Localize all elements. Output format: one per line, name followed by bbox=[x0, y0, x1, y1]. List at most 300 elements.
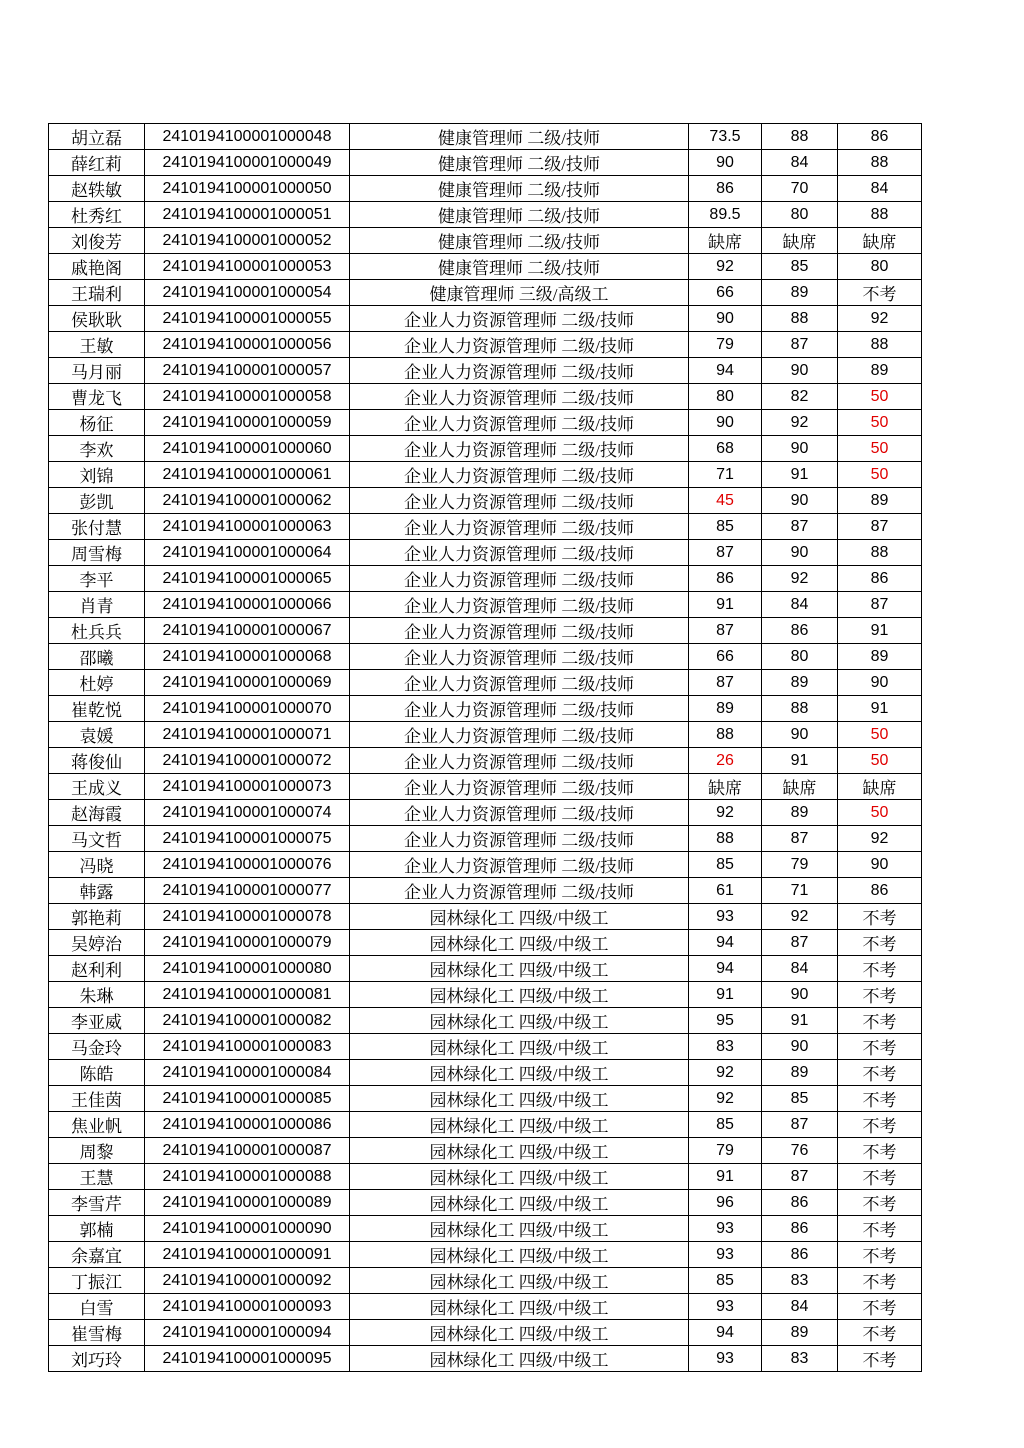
table-row bbox=[49, 618, 922, 644]
job-cell: 企业人力资源管理师 二级/技师 bbox=[350, 696, 689, 722]
table-row bbox=[49, 696, 922, 722]
id-cell: 2410194100001000082 bbox=[145, 1008, 350, 1034]
score-2-cell: 76 bbox=[762, 1138, 838, 1164]
score-1-cell: 85 bbox=[689, 1112, 762, 1138]
score-2-cell: 87 bbox=[762, 930, 838, 956]
score-3-cell: 不考 bbox=[838, 280, 922, 306]
score-3-cell: 50 bbox=[838, 436, 922, 462]
id-cell: 2410194100001000085 bbox=[145, 1086, 350, 1112]
id-cell: 2410194100001000087 bbox=[145, 1138, 350, 1164]
table-row bbox=[49, 1294, 922, 1320]
id-cell: 2410194100001000095 bbox=[145, 1346, 350, 1372]
score-1-cell: 66 bbox=[689, 644, 762, 670]
name-cell: 王佳茵 bbox=[49, 1086, 145, 1112]
id-cell: 2410194100001000073 bbox=[145, 774, 350, 800]
name-cell: 崔雪梅 bbox=[49, 1320, 145, 1346]
id-cell: 2410194100001000079 bbox=[145, 930, 350, 956]
score-3-cell: 不考 bbox=[838, 956, 922, 982]
id-cell: 2410194100001000069 bbox=[145, 670, 350, 696]
score-3-cell: 不考 bbox=[838, 1008, 922, 1034]
job-cell: 园林绿化工 四级/中级工 bbox=[350, 956, 689, 982]
name-cell: 冯晓 bbox=[49, 852, 145, 878]
score-2-cell: 82 bbox=[762, 384, 838, 410]
id-cell: 2410194100001000065 bbox=[145, 566, 350, 592]
score-1-cell: 90 bbox=[689, 150, 762, 176]
score-1-cell: 66 bbox=[689, 280, 762, 306]
name-cell: 肖青 bbox=[49, 592, 145, 618]
score-3-cell: 88 bbox=[838, 150, 922, 176]
name-cell: 陈皓 bbox=[49, 1060, 145, 1086]
job-cell: 园林绿化工 四级/中级工 bbox=[350, 1008, 689, 1034]
job-cell: 健康管理师 二级/技师 bbox=[350, 228, 689, 254]
score-1-cell: 73.5 bbox=[689, 124, 762, 150]
score-2-cell: 83 bbox=[762, 1268, 838, 1294]
score-1-cell: 94 bbox=[689, 358, 762, 384]
table-row bbox=[49, 332, 922, 358]
score-2-cell: 92 bbox=[762, 410, 838, 436]
score-3-cell: 89 bbox=[838, 644, 922, 670]
job-cell: 园林绿化工 四级/中级工 bbox=[350, 1216, 689, 1242]
score-3-cell: 不考 bbox=[838, 1086, 922, 1112]
name-cell: 袁媛 bbox=[49, 722, 145, 748]
score-1-cell: 85 bbox=[689, 852, 762, 878]
score-3-cell: 不考 bbox=[838, 1346, 922, 1372]
score-1-cell: 85 bbox=[689, 1268, 762, 1294]
id-cell: 2410194100001000075 bbox=[145, 826, 350, 852]
job-cell: 企业人力资源管理师 二级/技师 bbox=[350, 618, 689, 644]
score-1-cell: 88 bbox=[689, 722, 762, 748]
score-3-cell: 86 bbox=[838, 566, 922, 592]
id-cell: 2410194100001000086 bbox=[145, 1112, 350, 1138]
score-3-cell: 50 bbox=[838, 748, 922, 774]
score-1-cell: 93 bbox=[689, 904, 762, 930]
job-cell: 园林绿化工 四级/中级工 bbox=[350, 1164, 689, 1190]
score-2-cell: 85 bbox=[762, 1086, 838, 1112]
score-1-cell: 92 bbox=[689, 800, 762, 826]
name-cell: 周黎 bbox=[49, 1138, 145, 1164]
id-cell: 2410194100001000094 bbox=[145, 1320, 350, 1346]
id-cell: 2410194100001000093 bbox=[145, 1294, 350, 1320]
id-cell: 2410194100001000055 bbox=[145, 306, 350, 332]
id-cell: 2410194100001000084 bbox=[145, 1060, 350, 1086]
score-1-cell: 89 bbox=[689, 696, 762, 722]
score-1-cell: 86 bbox=[689, 566, 762, 592]
job-cell: 园林绿化工 四级/中级工 bbox=[350, 1060, 689, 1086]
score-1-cell: 缺席 bbox=[689, 774, 762, 800]
job-cell: 企业人力资源管理师 二级/技师 bbox=[350, 332, 689, 358]
score-2-cell: 88 bbox=[762, 306, 838, 332]
job-cell: 企业人力资源管理师 二级/技师 bbox=[350, 410, 689, 436]
score-3-cell: 88 bbox=[838, 540, 922, 566]
score-1-cell: 93 bbox=[689, 1294, 762, 1320]
id-cell: 2410194100001000067 bbox=[145, 618, 350, 644]
table-row bbox=[49, 852, 922, 878]
id-cell: 2410194100001000054 bbox=[145, 280, 350, 306]
job-cell: 健康管理师 二级/技师 bbox=[350, 254, 689, 280]
score-1-cell: 96 bbox=[689, 1190, 762, 1216]
id-cell: 2410194100001000081 bbox=[145, 982, 350, 1008]
name-cell: 刘俊芳 bbox=[49, 228, 145, 254]
job-cell: 企业人力资源管理师 二级/技师 bbox=[350, 748, 689, 774]
table-row bbox=[49, 202, 922, 228]
score-2-cell: 89 bbox=[762, 800, 838, 826]
table-row bbox=[49, 1346, 922, 1372]
table-row bbox=[49, 176, 922, 202]
id-cell: 2410194100001000056 bbox=[145, 332, 350, 358]
name-cell: 侯耿耿 bbox=[49, 306, 145, 332]
score-3-cell: 不考 bbox=[838, 1242, 922, 1268]
name-cell: 胡立磊 bbox=[49, 124, 145, 150]
job-cell: 园林绿化工 四级/中级工 bbox=[350, 930, 689, 956]
score-2-cell: 83 bbox=[762, 1346, 838, 1372]
score-2-cell: 79 bbox=[762, 852, 838, 878]
score-3-cell: 91 bbox=[838, 618, 922, 644]
table-row bbox=[49, 956, 922, 982]
id-cell: 2410194100001000064 bbox=[145, 540, 350, 566]
id-cell: 2410194100001000083 bbox=[145, 1034, 350, 1060]
id-cell: 2410194100001000090 bbox=[145, 1216, 350, 1242]
score-3-cell: 不考 bbox=[838, 1112, 922, 1138]
job-cell: 企业人力资源管理师 二级/技师 bbox=[350, 800, 689, 826]
score-1-cell: 85 bbox=[689, 514, 762, 540]
score-3-cell: 92 bbox=[838, 306, 922, 332]
name-cell: 彭凯 bbox=[49, 488, 145, 514]
name-cell: 杜婷 bbox=[49, 670, 145, 696]
score-3-cell: 不考 bbox=[838, 1060, 922, 1086]
table-row bbox=[49, 150, 922, 176]
score-2-cell: 90 bbox=[762, 488, 838, 514]
score-1-cell: 26 bbox=[689, 748, 762, 774]
score-2-cell: 90 bbox=[762, 722, 838, 748]
job-cell: 企业人力资源管理师 二级/技师 bbox=[350, 878, 689, 904]
score-2-cell: 87 bbox=[762, 1112, 838, 1138]
job-cell: 企业人力资源管理师 二级/技师 bbox=[350, 436, 689, 462]
score-1-cell: 87 bbox=[689, 618, 762, 644]
score-1-cell: 94 bbox=[689, 956, 762, 982]
table-row bbox=[49, 1008, 922, 1034]
score-2-cell: 89 bbox=[762, 1320, 838, 1346]
name-cell: 朱琳 bbox=[49, 982, 145, 1008]
score-2-cell: 80 bbox=[762, 202, 838, 228]
table-row bbox=[49, 1268, 922, 1294]
score-3-cell: 88 bbox=[838, 332, 922, 358]
name-cell: 杨征 bbox=[49, 410, 145, 436]
score-3-cell: 86 bbox=[838, 878, 922, 904]
score-2-cell: 89 bbox=[762, 670, 838, 696]
job-cell: 健康管理师 二级/技师 bbox=[350, 202, 689, 228]
score-1-cell: 92 bbox=[689, 1060, 762, 1086]
id-cell: 2410194100001000088 bbox=[145, 1164, 350, 1190]
id-cell: 2410194100001000048 bbox=[145, 124, 350, 150]
score-1-cell: 91 bbox=[689, 592, 762, 618]
job-cell: 企业人力资源管理师 二级/技师 bbox=[350, 670, 689, 696]
score-3-cell: 不考 bbox=[838, 982, 922, 1008]
score-1-cell: 90 bbox=[689, 306, 762, 332]
score-1-cell: 68 bbox=[689, 436, 762, 462]
score-2-cell: 90 bbox=[762, 982, 838, 1008]
table-row bbox=[49, 644, 922, 670]
table-row bbox=[49, 1320, 922, 1346]
score-3-cell: 92 bbox=[838, 826, 922, 852]
score-3-cell: 88 bbox=[838, 202, 922, 228]
name-cell: 丁振江 bbox=[49, 1268, 145, 1294]
name-cell: 赵轶敏 bbox=[49, 176, 145, 202]
score-2-cell: 86 bbox=[762, 618, 838, 644]
name-cell: 王瑞利 bbox=[49, 280, 145, 306]
score-2-cell: 90 bbox=[762, 540, 838, 566]
score-3-cell: 50 bbox=[838, 800, 922, 826]
table-row bbox=[49, 358, 922, 384]
score-3-cell: 84 bbox=[838, 176, 922, 202]
score-3-cell: 不考 bbox=[838, 1268, 922, 1294]
score-1-cell: 93 bbox=[689, 1216, 762, 1242]
job-cell: 园林绿化工 四级/中级工 bbox=[350, 1138, 689, 1164]
table-row bbox=[49, 124, 922, 150]
score-2-cell: 80 bbox=[762, 644, 838, 670]
name-cell: 邵曦 bbox=[49, 644, 145, 670]
table-row bbox=[49, 982, 922, 1008]
score-1-cell: 94 bbox=[689, 1320, 762, 1346]
table-row bbox=[49, 592, 922, 618]
score-1-cell: 90 bbox=[689, 410, 762, 436]
name-cell: 马金玲 bbox=[49, 1034, 145, 1060]
job-cell: 园林绿化工 四级/中级工 bbox=[350, 982, 689, 1008]
score-3-cell: 89 bbox=[838, 358, 922, 384]
id-cell: 2410194100001000068 bbox=[145, 644, 350, 670]
score-3-cell: 不考 bbox=[838, 1190, 922, 1216]
name-cell: 韩露 bbox=[49, 878, 145, 904]
score-1-cell: 93 bbox=[689, 1346, 762, 1372]
job-cell: 园林绿化工 四级/中级工 bbox=[350, 1294, 689, 1320]
job-cell: 企业人力资源管理师 二级/技师 bbox=[350, 592, 689, 618]
score-2-cell: 90 bbox=[762, 358, 838, 384]
name-cell: 马文哲 bbox=[49, 826, 145, 852]
id-cell: 2410194100001000091 bbox=[145, 1242, 350, 1268]
table-row bbox=[49, 462, 922, 488]
table-row bbox=[49, 566, 922, 592]
score-3-cell: 不考 bbox=[838, 1294, 922, 1320]
name-cell: 李雪芹 bbox=[49, 1190, 145, 1216]
score-3-cell: 80 bbox=[838, 254, 922, 280]
name-cell: 刘巧玲 bbox=[49, 1346, 145, 1372]
table-row bbox=[49, 1112, 922, 1138]
score-2-cell: 90 bbox=[762, 436, 838, 462]
score-1-cell: 87 bbox=[689, 670, 762, 696]
table-row bbox=[49, 1242, 922, 1268]
name-cell: 曹龙飞 bbox=[49, 384, 145, 410]
table-row bbox=[49, 670, 922, 696]
table-row bbox=[49, 228, 922, 254]
name-cell: 赵利利 bbox=[49, 956, 145, 982]
score-2-cell: 90 bbox=[762, 1034, 838, 1060]
id-cell: 2410194100001000072 bbox=[145, 748, 350, 774]
table-row bbox=[49, 826, 922, 852]
score-3-cell: 不考 bbox=[838, 1164, 922, 1190]
score-2-cell: 87 bbox=[762, 332, 838, 358]
table-row bbox=[49, 514, 922, 540]
id-cell: 2410194100001000077 bbox=[145, 878, 350, 904]
id-cell: 2410194100001000059 bbox=[145, 410, 350, 436]
score-2-cell: 91 bbox=[762, 1008, 838, 1034]
score-3-cell: 50 bbox=[838, 410, 922, 436]
table-row bbox=[49, 306, 922, 332]
job-cell: 园林绿化工 四级/中级工 bbox=[350, 1268, 689, 1294]
id-cell: 2410194100001000066 bbox=[145, 592, 350, 618]
id-cell: 2410194100001000076 bbox=[145, 852, 350, 878]
score-3-cell: 91 bbox=[838, 696, 922, 722]
name-cell: 吴婷治 bbox=[49, 930, 145, 956]
score-1-cell: 83 bbox=[689, 1034, 762, 1060]
score-2-cell: 91 bbox=[762, 748, 838, 774]
name-cell: 杜秀红 bbox=[49, 202, 145, 228]
score-2-cell: 86 bbox=[762, 1190, 838, 1216]
job-cell: 企业人力资源管理师 二级/技师 bbox=[350, 306, 689, 332]
score-3-cell: 缺席 bbox=[838, 228, 922, 254]
score-2-cell: 89 bbox=[762, 280, 838, 306]
id-cell: 2410194100001000078 bbox=[145, 904, 350, 930]
table-row bbox=[49, 904, 922, 930]
score-1-cell: 92 bbox=[689, 1086, 762, 1112]
id-cell: 2410194100001000080 bbox=[145, 956, 350, 982]
table-row bbox=[49, 1216, 922, 1242]
id-cell: 2410194100001000050 bbox=[145, 176, 350, 202]
id-cell: 2410194100001000063 bbox=[145, 514, 350, 540]
job-cell: 园林绿化工 四级/中级工 bbox=[350, 904, 689, 930]
score-1-cell: 94 bbox=[689, 930, 762, 956]
job-cell: 园林绿化工 四级/中级工 bbox=[350, 1190, 689, 1216]
name-cell: 蒋俊仙 bbox=[49, 748, 145, 774]
name-cell: 赵海霞 bbox=[49, 800, 145, 826]
name-cell: 王成义 bbox=[49, 774, 145, 800]
id-cell: 2410194100001000092 bbox=[145, 1268, 350, 1294]
score-2-cell: 85 bbox=[762, 254, 838, 280]
score-1-cell: 80 bbox=[689, 384, 762, 410]
score-2-cell: 70 bbox=[762, 176, 838, 202]
score-3-cell: 50 bbox=[838, 462, 922, 488]
table-row bbox=[49, 1086, 922, 1112]
job-cell: 企业人力资源管理师 二级/技师 bbox=[350, 514, 689, 540]
id-cell: 2410194100001000061 bbox=[145, 462, 350, 488]
table-row bbox=[49, 280, 922, 306]
score-2-cell: 84 bbox=[762, 592, 838, 618]
score-3-cell: 90 bbox=[838, 670, 922, 696]
id-cell: 2410194100001000053 bbox=[145, 254, 350, 280]
table-row bbox=[49, 722, 922, 748]
job-cell: 健康管理师 二级/技师 bbox=[350, 124, 689, 150]
job-cell: 健康管理师 二级/技师 bbox=[350, 150, 689, 176]
score-1-cell: 87 bbox=[689, 540, 762, 566]
score-2-cell: 缺席 bbox=[762, 228, 838, 254]
job-cell: 园林绿化工 四级/中级工 bbox=[350, 1034, 689, 1060]
table-row bbox=[49, 800, 922, 826]
name-cell: 李亚威 bbox=[49, 1008, 145, 1034]
table-row bbox=[49, 1164, 922, 1190]
job-cell: 企业人力资源管理师 二级/技师 bbox=[350, 540, 689, 566]
id-cell: 2410194100001000089 bbox=[145, 1190, 350, 1216]
score-3-cell: 不考 bbox=[838, 1138, 922, 1164]
score-3-cell: 不考 bbox=[838, 904, 922, 930]
job-cell: 企业人力资源管理师 二级/技师 bbox=[350, 774, 689, 800]
score-3-cell: 不考 bbox=[838, 1034, 922, 1060]
id-cell: 2410194100001000074 bbox=[145, 800, 350, 826]
name-cell: 张付慧 bbox=[49, 514, 145, 540]
job-cell: 企业人力资源管理师 二级/技师 bbox=[350, 462, 689, 488]
score-2-cell: 84 bbox=[762, 150, 838, 176]
score-2-cell: 92 bbox=[762, 566, 838, 592]
id-cell: 2410194100001000052 bbox=[145, 228, 350, 254]
score-3-cell: 86 bbox=[838, 124, 922, 150]
job-cell: 园林绿化工 四级/中级工 bbox=[350, 1112, 689, 1138]
score-3-cell: 87 bbox=[838, 514, 922, 540]
id-cell: 2410194100001000071 bbox=[145, 722, 350, 748]
name-cell: 余嘉宜 bbox=[49, 1242, 145, 1268]
table-row bbox=[49, 1060, 922, 1086]
id-cell: 2410194100001000051 bbox=[145, 202, 350, 228]
table-row bbox=[49, 1138, 922, 1164]
name-cell: 郭艳莉 bbox=[49, 904, 145, 930]
score-3-cell: 不考 bbox=[838, 930, 922, 956]
score-3-cell: 90 bbox=[838, 852, 922, 878]
score-2-cell: 91 bbox=[762, 462, 838, 488]
score-1-cell: 93 bbox=[689, 1242, 762, 1268]
score-2-cell: 86 bbox=[762, 1242, 838, 1268]
name-cell: 刘锦 bbox=[49, 462, 145, 488]
score-2-cell: 71 bbox=[762, 878, 838, 904]
score-1-cell: 79 bbox=[689, 332, 762, 358]
score-1-cell: 89.5 bbox=[689, 202, 762, 228]
table-row bbox=[49, 930, 922, 956]
name-cell: 薛红莉 bbox=[49, 150, 145, 176]
job-cell: 园林绿化工 四级/中级工 bbox=[350, 1242, 689, 1268]
id-cell: 2410194100001000057 bbox=[145, 358, 350, 384]
name-cell: 焦业帆 bbox=[49, 1112, 145, 1138]
id-cell: 2410194100001000062 bbox=[145, 488, 350, 514]
score-1-cell: 61 bbox=[689, 878, 762, 904]
score-table-body bbox=[49, 124, 922, 1372]
score-2-cell: 87 bbox=[762, 514, 838, 540]
job-cell: 企业人力资源管理师 二级/技师 bbox=[350, 358, 689, 384]
job-cell: 健康管理师 二级/技师 bbox=[350, 176, 689, 202]
id-cell: 2410194100001000070 bbox=[145, 696, 350, 722]
id-cell: 2410194100001000049 bbox=[145, 150, 350, 176]
job-cell: 企业人力资源管理师 二级/技师 bbox=[350, 852, 689, 878]
name-cell: 杜兵兵 bbox=[49, 618, 145, 644]
job-cell: 企业人力资源管理师 二级/技师 bbox=[350, 566, 689, 592]
score-table bbox=[48, 123, 922, 1372]
name-cell: 李欢 bbox=[49, 436, 145, 462]
score-3-cell: 50 bbox=[838, 384, 922, 410]
table-row bbox=[49, 410, 922, 436]
score-1-cell: 92 bbox=[689, 254, 762, 280]
score-1-cell: 86 bbox=[689, 176, 762, 202]
job-cell: 企业人力资源管理师 二级/技师 bbox=[350, 722, 689, 748]
table-row bbox=[49, 1034, 922, 1060]
score-2-cell: 84 bbox=[762, 1294, 838, 1320]
score-2-cell: 86 bbox=[762, 1216, 838, 1242]
score-1-cell: 缺席 bbox=[689, 228, 762, 254]
score-3-cell: 缺席 bbox=[838, 774, 922, 800]
score-2-cell: 缺席 bbox=[762, 774, 838, 800]
score-1-cell: 95 bbox=[689, 1008, 762, 1034]
table-row bbox=[49, 488, 922, 514]
score-1-cell: 91 bbox=[689, 982, 762, 1008]
name-cell: 李平 bbox=[49, 566, 145, 592]
name-cell: 马月丽 bbox=[49, 358, 145, 384]
table-row bbox=[49, 384, 922, 410]
job-cell: 健康管理师 三级/高级工 bbox=[350, 280, 689, 306]
name-cell: 戚艳阁 bbox=[49, 254, 145, 280]
table-row bbox=[49, 878, 922, 904]
